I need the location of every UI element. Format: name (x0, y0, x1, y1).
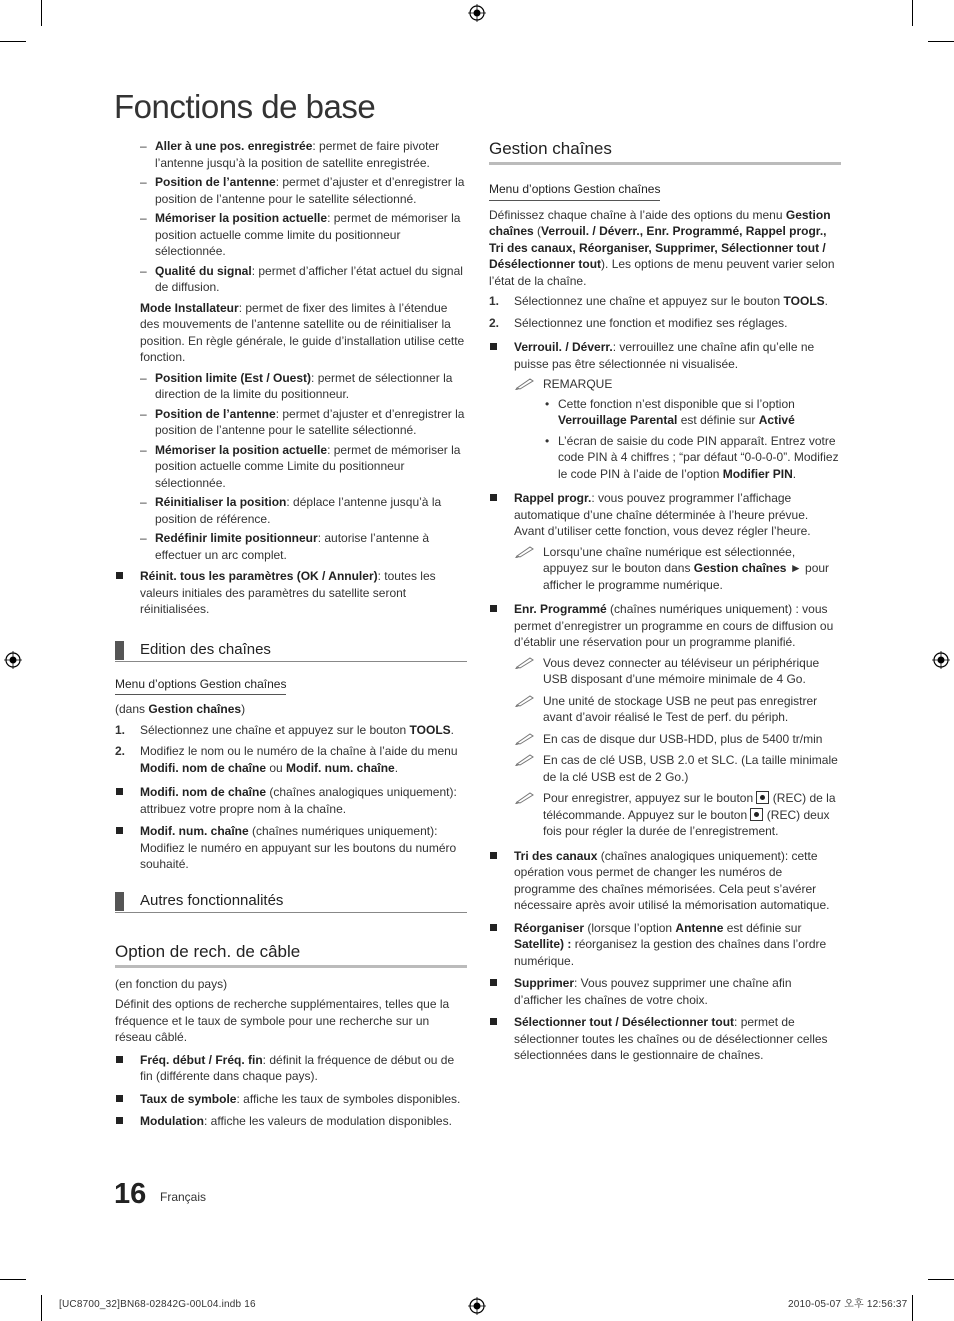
list-item: Modulation: affiche les valeurs de modulation disponibles. (115, 1113, 467, 1130)
list-item: – Qualité du signal: permet d’afficher l’état actuel du signal de diffusion. (115, 263, 467, 296)
step-item: 2. Sélectionnez une fonction et modifiez ses réglages. (489, 315, 788, 330)
list-item: Taux de symbole: affiche les taux de symboles disponibles. (115, 1091, 467, 1108)
list-item: Enr. Programmé (chaînes numériques uniquement) : vous permet d’enregistrer un programme en cours de diffusion ou d’établir une réservation pour un programme planifié. (489, 601, 841, 651)
section-heading-gestion: Gestion chaînes (489, 138, 841, 165)
list-item: – Position de l’antenne: permet d’ajuster et d’enregistrer la position de l’antenne pour le satellite sélectionné. (115, 406, 467, 439)
registration-mark-icon (932, 651, 950, 669)
intro-text: Définit des options de recherche supplémentaires, telles que la fréquence et le taux de symbole pour une recherche sur un réseau câblé. (115, 997, 450, 1044)
step-item: 2. Modifiez le nom ou le numéro de la chaîne à l’aide du menu Modifi. nom de chaîne ou Modif. num. chaîne. (115, 744, 458, 775)
section-heading-edition: Edition des chaînes (115, 640, 467, 662)
note-item: En cas de disque dur USB-HDD, plus de 5400 tr/min (489, 731, 841, 748)
crop-mark (928, 41, 954, 42)
list-item: Supprimer: Vous pouvez supprimer une chaîne afin d’afficher les chaînes de votre choix. (489, 975, 841, 1008)
note-pencil-icon (515, 693, 535, 707)
page-language: Français (160, 1190, 207, 1204)
note-pencil-icon (515, 752, 535, 766)
installer-mode-text: Mode Installateur: permet de fixer des limites à l’étendue des mouvements de l’antenne satellite ou de réinitialiser la position. En règle générale, le guide d’installation utilise cette fonction. (140, 300, 465, 364)
note-item: Lorsqu’une chaîne numérique est sélectionnée, appuyez sur le bouton dans Gestion chaînes ► pour afficher le programme numérique. (489, 544, 841, 594)
menu-label: Menu d’options Gestion chaînes (115, 676, 286, 696)
rec-button-icon (756, 791, 769, 804)
note-heading: REMARQUE (489, 376, 841, 393)
crop-mark (912, 1295, 913, 1321)
section-heading-autres: Autres fonctionnalités (115, 891, 467, 913)
crop-mark (0, 1279, 26, 1280)
heading-bar (115, 641, 124, 660)
crop-mark (0, 41, 26, 42)
heading-bar (115, 892, 124, 911)
step-item: 1. Sélectionnez une chaîne et appuyez sur le bouton TOOLS. (489, 294, 828, 308)
menu-label: Menu d’options Gestion chaînes (489, 181, 660, 201)
list-item: – Mémoriser la position actuelle: permet de mémoriser la position actuelle comme Limite du positionneur sélectionnée. (115, 442, 467, 492)
footer-file: [UC8700_32]BN68-02842G-00L04.indb 16 (59, 1299, 256, 1310)
right-column (489, 138, 841, 1070)
footer-timestamp: 2010-05-07 오후 12:56:37 (788, 1299, 908, 1310)
registration-mark-icon (4, 651, 22, 669)
note-item: En cas de clé USB, USB 2.0 et SLC. (La taille minimale de la clé USB est de 2 Go.) (489, 752, 841, 785)
context-text: (en fonction du pays) (115, 976, 228, 991)
note-pencil-icon (515, 376, 535, 390)
list-item: Verrouil. / Déverr.: verrouillez une chaîne afin qu’elle ne puisse pas être sélectionnée ni visualisée. (489, 339, 841, 372)
list-item: – Aller à une pos. enregistrée: permet de faire pivoter l’antenne jusqu’à la position de satellite enregistrée. (115, 138, 467, 171)
list-item: – Mémoriser la position actuelle: permet de mémoriser la position actuelle comme limite du positionneur sélectionnée. (115, 210, 467, 260)
crop-mark (41, 0, 42, 26)
crop-mark (41, 1295, 42, 1321)
registration-mark-icon (468, 1297, 486, 1315)
list-item: Fréq. début / Fréq. fin: définit la fréquence de début ou de fin (différente dans chaque pays). (115, 1052, 467, 1085)
crop-mark (912, 0, 913, 26)
list-item: – Réinitialiser la position: déplace l’antenne jusqu’à la position de référence. (115, 494, 467, 527)
list-item: – Position de l’antenne: permet d’ajuster et d’enregistrer la position de l’antenne pour le satellite sélectionné. (115, 174, 467, 207)
crop-mark (928, 1279, 954, 1280)
note-item: Pour enregistrer, appuyez sur le bouton (REC) de la télécommande. Appuyez sur le bouton (REC) deux fois pour régler la durée de l’enregistrement. (489, 790, 841, 840)
context-text: (dans Gestion chaînes) (115, 702, 246, 716)
note-pencil-icon (515, 544, 535, 558)
list-item: Modifi. nom de chaîne (chaînes analogiques uniquement): attribuez votre propre nom à la chaîne. (115, 784, 467, 817)
note-pencil-icon (515, 731, 535, 745)
list-item: Rappel progr.: vous pouvez programmer l’affichage automatique d’une chaîne déterminée à l’heure prévue. Avant d’utiliser cette fonction, vous devez régler l’heure. (489, 490, 841, 540)
note-pencil-icon (515, 790, 535, 804)
page-title: Fonctions de base (114, 88, 376, 125)
section-heading-cable: Option de rech. de câble (115, 941, 467, 968)
list-item: Réinit. tous les paramètres (OK / Annuler): toutes les valeurs initiales des paramètres du satellite seront réinitialisées. (115, 568, 467, 618)
left-column (115, 138, 467, 1136)
note-item: Une unité de stockage USB ne peut pas enregistrer avant d’avoir réalisé le Test de perf. du périph. (489, 693, 841, 726)
intro-text: Définissez chaque chaîne à l’aide des options du menu Gestion chaînes (Verrouil. / Déverr., Enr. Programmé, Rappel progr., Tri des canaux, Réorganiser, Supprimer, Sélectionner tout / Désélectionner tout). Les options de menu peuvent varier selon l’état de la chaîne. (489, 207, 835, 288)
page-number: 16 (114, 1178, 147, 1210)
list-item: Modif. num. chaîne (chaînes numériques uniquement): Modifiez le numéro en appuyant sur les boutons du numéro souhaité. (115, 823, 467, 873)
list-item: Réorganiser (lorsque l’option Antenne est définie sur Satellite) : réorganisez la gestion des chaînes dans l’ordre numérique. (489, 920, 841, 970)
list-item: Tri des canaux (chaînes analogiques uniquement): cette opération vous permet de changer les numéros de programme des chaînes mémorisées. Cela peut s’avérer nécessaire après avoir utilisé la mémorisation automatique. (489, 848, 841, 914)
rec-button-icon (750, 808, 763, 821)
note-pencil-icon (515, 655, 535, 669)
list-item: • Cette fonction n’est disponible que si l’option Verrouillage Parental est définie sur Activé (489, 396, 841, 429)
list-item: – Position limite (Est / Ouest): permet de sélectionner la direction de la limite du positionneur. (115, 370, 467, 403)
registration-mark-icon (468, 4, 486, 22)
step-item: 1. Sélectionnez une chaîne et appuyez sur le bouton TOOLS. (115, 722, 454, 737)
note-item: Vous devez connecter au téléviseur un périphérique USB disposant d’une mémoire minimale de 4 Go. (489, 655, 841, 688)
list-item: • L’écran de saisie du code PIN apparaît. Entrez votre code PIN à 4 chiffres ; “par défaut “0-0-0-0”. Modifiez le code PIN à l’aide de l’option Modifier PIN. (489, 433, 841, 483)
list-item: – Redéfinir limite positionneur: autorise l’antenne à effectuer un arc complet. (115, 530, 467, 563)
list-item: Sélectionner tout / Désélectionner tout: permet de sélectionner toutes les chaînes ou de désélectionner celles sélectionnées dans le gestionnaire de chaînes. (489, 1014, 841, 1064)
